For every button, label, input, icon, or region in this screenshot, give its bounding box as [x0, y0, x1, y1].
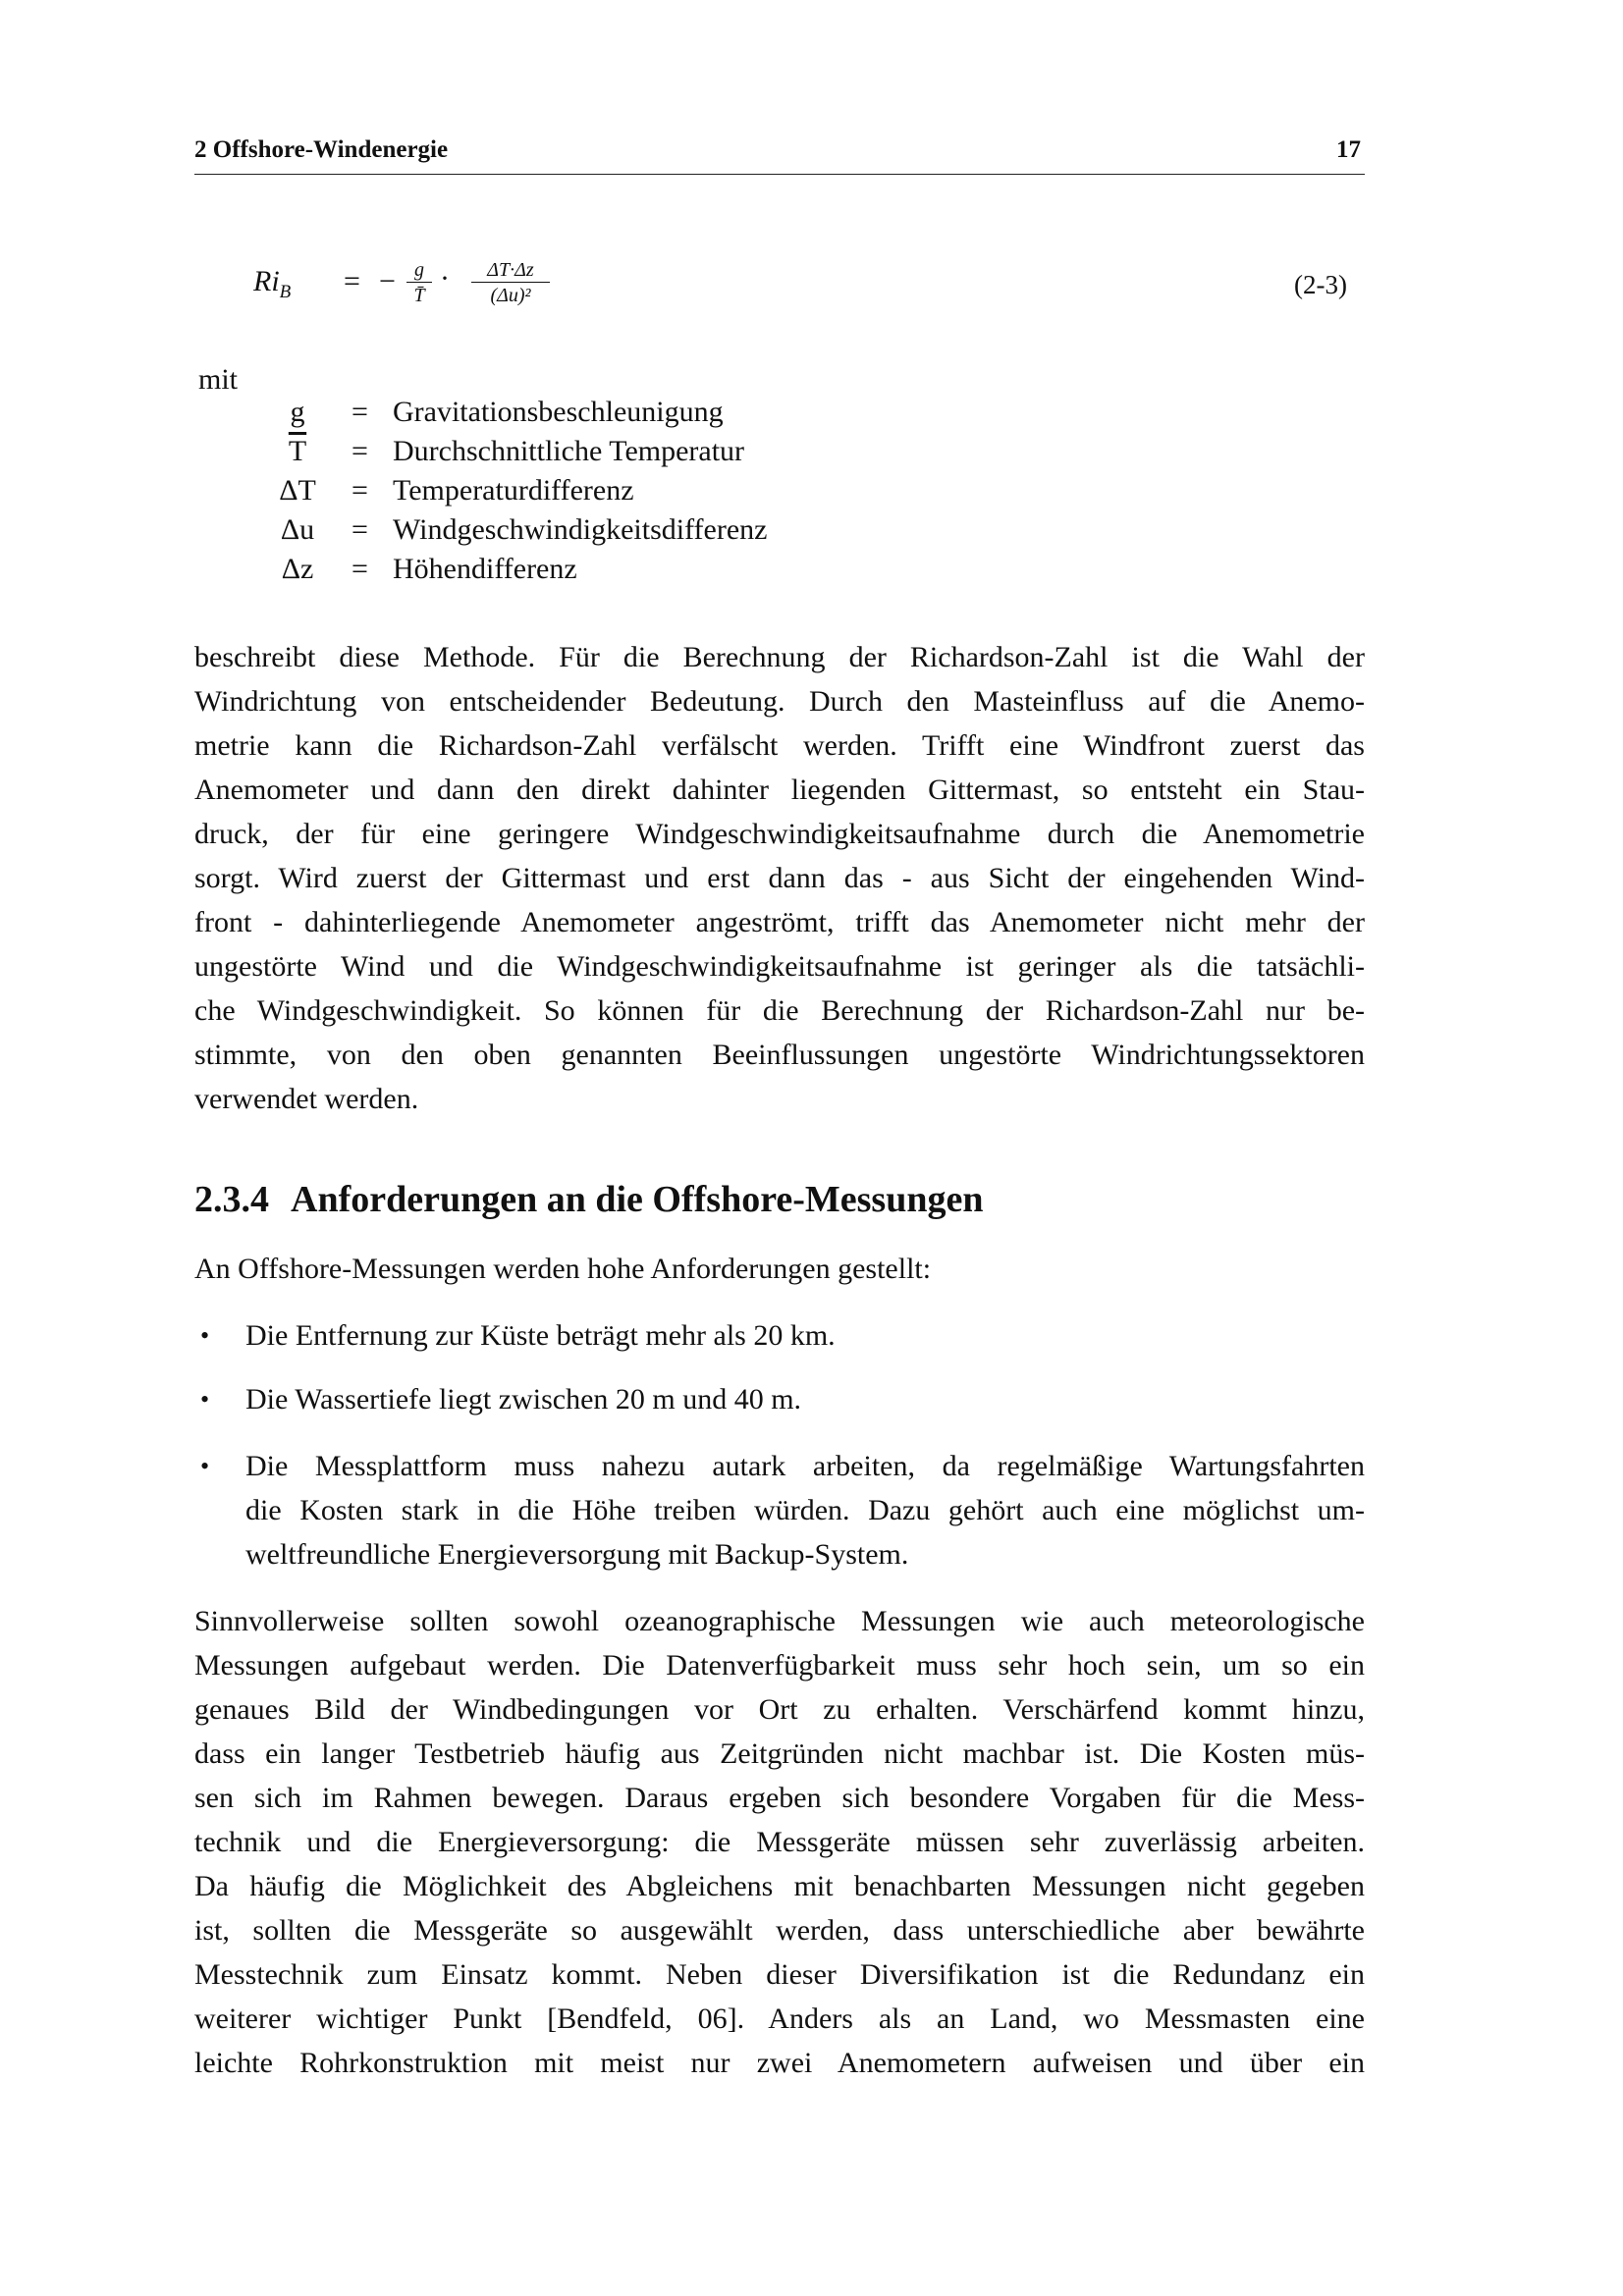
mit-label: mit	[198, 363, 239, 396]
formula-minus: −	[379, 265, 396, 297]
section-heading	[194, 1178, 984, 1221]
richardson-formula	[253, 250, 626, 319]
definition-symbol: $\overline{T}$	[288, 435, 307, 467]
fraction-g-over-t: $\frac{g}{T̄}$	[406, 258, 432, 308]
section-title: Anforderungen an die Offshore-Messungen	[291, 1179, 984, 1220]
paragraph-requirements: Sinnvollerweise sollten sowohl ozeanographische Messungen wie auch meteorologische Messungen aufgebaut werden. Die Datenverfügbarkeit muss sehr hoch sein, um so ein genaues Bild der Windbedingungen vor Ort zu erhalten. Verschärfend kommt hinzu, dass ein langer Testbetrieb häufig aus Zeitgründen nicht machbar ist. Die Kosten müs- sen sich im Rahmen bewegen. Daraus ergeben sich besondere Vorgaben für die Mess- technik und die Energieversorgung: die Messgeräte müssen sehr zuverlässig arbeiten. Da häufig die Möglichkeit des Abgleichens mit benachbarten Messungen nicht gegeben ist, sollten die Messgeräte so ausgewählt werden, dass unterschiedliche aber bewährte Messtechnik zum Einsatz kommt. Neben dieser Diversifikation ist die Redundanz ein weiterer wichtiger Punkt [Bendfeld, 06]. Anders als an Land, wo Messmasten eine leichte Rohrkonstruktion mit meist nur zwei Anemometern aufweisen und über ein	[194, 1605, 1365, 2079]
page-number: 17	[1336, 136, 1361, 163]
formula-equals: =	[344, 265, 360, 297]
fraction-deltas: $\frac{\Delta T\cdot\Delta z}{\text{(Δu)²}}$	[471, 258, 550, 308]
formula-dot: ·	[440, 262, 450, 294]
bullet-icon: •	[200, 1385, 210, 1414]
definition-symbol: Δz	[281, 553, 314, 585]
formula-lhs: $Ri_B$	[253, 265, 292, 302]
definition-text: Durchschnittliche Temperatur	[393, 435, 745, 467]
definition-symbol: Δu	[280, 513, 315, 546]
paragraph-method: beschreibt diese Methode. Für die Berechnung der Richardson-Zahl ist die Wahl der Windrichtung von entscheidender Bedeutung. Durch den Masteinfluss auf die Anemo- metrie kann die Richardson-Zahl verfälscht werden. Trifft eine Windfront zuerst das Anemometer und dann den direkt dahinter liegenden Gittermast, so entsteht ein Stau- druck, der für eine geringere Windgeschwindigkeitsaufnahme durch die Anemometrie sorgt. Wird zuerst der Gittermast und erst dann das - aus Sicht der eingehenden Wind- front - dahinterliegende Anemometer angeströmt, trifft das Anemometer nicht mehr der ungestörte Wind und die Windgeschwindigkeitsaufnahme ist geringer als die tatsächli- che Windgeschwindigkeit. So können für die Berechnung der Richardson-Zahl nur be- stimmte, von den oben genannten Beeinflussungen ungestörte Windrichtungssektoren verwendet werden.	[194, 641, 1365, 1115]
chapter-title: 2 Offshore-Windenergie	[194, 136, 449, 163]
definition-text: Gravitationsbeschleunigung	[393, 396, 724, 428]
equation-number: (2-3)	[1294, 270, 1347, 299]
definition-symbol: ΔT	[279, 474, 316, 507]
document-page: 2 Offshore-Windenergie 17 $Ri_B$ = − $\frac{g}{T̄}$ · $\frac{\Delta T\cdot\Delta z}{\text{(Δu)²}}$ (2-3) mit g = Gravitationsbeschleunigung $\overline{T}$ = Durchschnittliche Temperatur ΔT = Temperaturdifferenz Δu = Windgeschwindigkeitsdifferenz Δz = Höhendifferenz beschreibt diese Methode. Für die Berechnung der Richardson-Zahl ist die Wahl der Windrichtung von entscheidender Bedeutung. Durch den Masteinfluss auf die Anemo- metrie kann die Richardson-Zahl verfälscht werden. Trifft eine Windfront zuerst das Anemometer und dann den direkt dahinter liegenden Gittermast, so entsteht ein Stau- druck, der für eine geringere Windgeschwindigkeitsaufnahme durch die Anemometrie sorgt. Wird zuerst der Gittermast und erst dann das - aus Sicht der eingehenden Wind- front - dahinterliegende Anemometer angeströmt, trifft das Anemometer nicht mehr der ungestörte Wind und die Windgeschwindigkeitsaufnahme ist geringer als die tatsächli- che Windgeschwindigkeit. So können für die Berechnung der Richardson-Zahl nur be- stimmte, von den oben genannten Beeinflussungen ungestörte Windrichtungssektoren verwendet werden. 2.3.4 Anforderungen an die Offshore-Messungen An Offshore-Messungen werden hohe Anforderungen gestellt: • Die Entfernung zur Küste beträgt mehr als 20 km. • Die Wassertiefe liegt zwischen 20 m und 40 m. • Die Messplattform muss nahezu autark arbeiten, da regelmäßige Wartungsfahrten die Kosten stark in die Höhe treiben würden. Dazu gehört auch eine möglichst um- weltfreundliche Energieversorgung mit Backup-System. Sinnvollerweise sollten sowohl ozeanographische Messungen wie auch meteorologische Messungen aufgebaut werden. Die Datenverfügbarkeit muss sehr hoch sein, um so ein genaues Bild der Windbedingungen vor Ort zu erhalten. Verschärfend kommt hinzu, dass ein langer Testbetrieb häufig aus Zeitgründen nicht machbar ist. Die Kosten müs- sen sich im Rahmen bewegen. Daraus ergeben sich besondere Vorgaben für die Mess- technik und die Energieversorgung: die Messgeräte müssen sehr zuverlässig arbeiten. Da häufig die Möglichkeit des Abgleichens mit benachbarten Messungen nicht gegeben ist, sollten die Messgeräte so ausgewählt werden, dass unterschiedliche aber bewährte Messtechnik zum Einsatz kommt. Neben dieser Diversifikation ist die Redundanz ein weiterer wichtiger Punkt [Bendfeld, 06]. Anders als an Land, wo Messmasten eine leichte Rohrkonstruktion mit meist nur zwei Anemometern aufweisen und über ein	[194, 0, 1365, 2296]
section-number: 2.3.4	[194, 1179, 269, 1220]
definition-symbol: g	[290, 396, 305, 428]
running-header	[194, 134, 1365, 175]
intro-sentence: An Offshore-Messungen werden hohe Anforderungen gestellt:	[194, 1253, 932, 1285]
bullet-icon: •	[200, 1452, 210, 1480]
bullet-icon: •	[200, 1321, 210, 1350]
definition-text: Temperaturdifferenz	[393, 474, 634, 507]
definition-text: Windgeschwindigkeitsdifferenz	[393, 513, 768, 546]
definition-text: Höhendifferenz	[393, 553, 577, 585]
